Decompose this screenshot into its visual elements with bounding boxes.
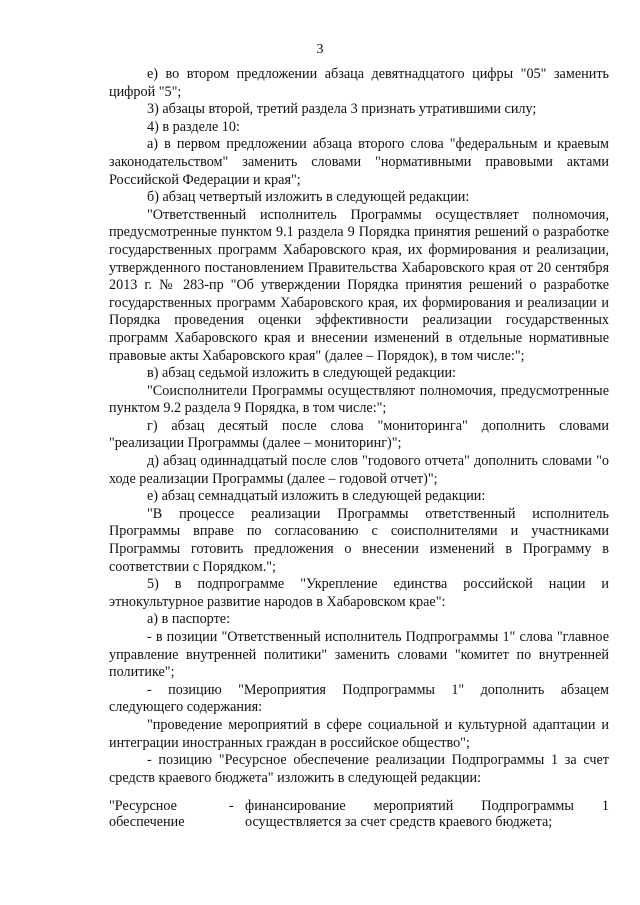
paragraph: 4) в разделе 10: <box>147 118 240 135</box>
paragraph: д) абзац одиннадцатый после слов "годового отчета" дополнить словами "о ходе реализации Программы (далее – годовой отчет)"; <box>109 453 609 487</box>
paragraph: 5) в подпрограмме "Укрепление единства российской нации и этнокультурное развитие народов в Хабаровском крае": <box>109 576 609 610</box>
paragraph: - в позиции "Ответственный исполнитель Подпрограммы 1" слова "главное управление внутренней политики" заменить словами "комитет по внутренней политике"; <box>109 629 609 681</box>
page-number: 3 <box>316 42 324 57</box>
paragraph: а) в первом предложении абзаца второго слова "федеральным и краевым законодательством" заменить словами "нормативными правовыми актами Российской Федерации и края"; <box>109 136 609 188</box>
paragraph: - позицию "Мероприятия Подпрограммы 1" дополнить абзацем следующего содержания: <box>109 681 609 716</box>
paragraph: б) абзац четвертый изложить в следующей редакции: <box>147 189 470 206</box>
paragraph: 3) абзацы второй, третий раздела 3 признать утратившими силу; <box>147 101 537 118</box>
paragraph: "В процессе реализации Программы ответственный исполнитель Программы вправе по согласованию с соисполнителями и участниками Программы готовить предложения о внесении изменений в Программу в соответствии с Порядком."; <box>109 505 609 575</box>
resource-label: "Ресурсное обеспечение <box>109 798 185 830</box>
paragraph: "Ответственный исполнитель Программы осуществляет полномочия, предусмотренные пунктом 9.1 раздела 9 Порядка принятия решений о разработке государственных программ Хабаровского края, их формирования и реализации, утвержденного постановлением Правительства Хабаровского края от 20 сентября 2013 г. № 283-пр "Об утверждении Порядка принятия решений о разработке государственных программ Хабаровского края, их формирования и реализации и Порядка проведения оценки эффективности реализации государственных программ Хабаровского края и внесении изменений в отдельные нормативные правовые акты Хабаровского края" (далее – Порядок), в том числе:"; <box>109 206 609 364</box>
paragraph: а) в паспорте: <box>147 611 231 628</box>
paragraph: - позицию "Ресурсное обеспечение реализации Подпрограммы 1 за счет средств краевого бюджета" изложить в следующей редакции: <box>109 752 609 786</box>
resource-dash: - <box>229 798 234 814</box>
paragraph: е) во втором предложении абзаца девятнадцатого цифры "05" заменить цифрой "5"; <box>109 66 609 100</box>
paragraph: "Соисполнители Программы осуществляют полномочия, предусмотренные пунктом 9.2 раздела 9 Порядка, в том числе:"; <box>109 382 609 417</box>
paragraph: г) абзац десятый после слова "мониторинга" дополнить словами "реализации Программы (далее – мониторинг)"; <box>109 417 609 452</box>
resource-text: финансирование мероприятий Подпрограммы 1 осуществляется за счет средств краевого бюджета; <box>245 798 609 830</box>
resource-table-row <box>109 798 609 830</box>
paragraph: "проведение мероприятий в сфере социальной и культурной адаптации и интеграции иностранных граждан в российское общество"; <box>109 716 609 751</box>
document-body <box>109 66 609 787</box>
paragraph: в) абзац седьмой изложить в следующей редакции: <box>147 365 456 382</box>
paragraph: е) абзац семнадцатый изложить в следующей редакции: <box>147 488 486 505</box>
